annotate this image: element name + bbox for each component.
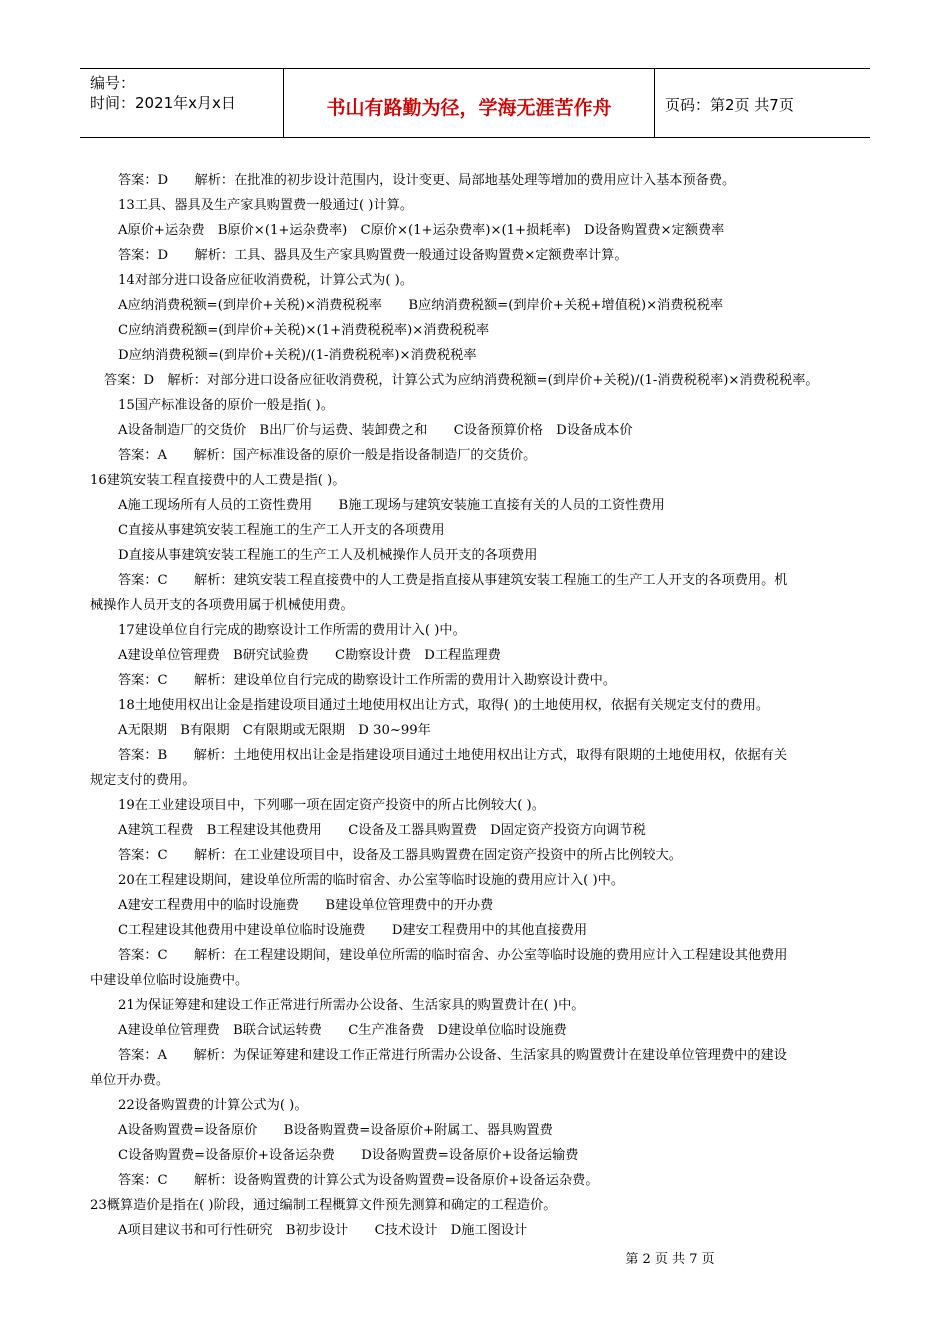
text-line: 16建筑安装工程直接费中的人工费是指( )。 [90,473,346,488]
text-line: 答案：A 解析：为保证筹建和建设工作正常进行所需办公设备、生活家具的购置费计在建设单位管理费中的建设 [118,1048,787,1063]
header-motto: 书山有路勤为径，学海无涯苦作舟 [326,97,612,119]
text-line: 答案：C 解析：在工业建设项目中，设备及工器具购置费在固定资产投资中的所占比例较大。 [118,848,682,863]
text-line: 答案：C 解析：在工程建设期间，建设单位所需的临时宿舍、办公室等临时设施的费用应计入工程建设其他费用 [118,948,788,963]
text-line: 答案：A 解析：国产标准设备的原价一般是指设备制造厂的交货价。 [118,448,537,463]
text-line: 答案：C 解析：建设单位自行完成的勘察设计工作所需的费用计入勘察设计费中。 [118,673,617,688]
text-line: D直接从事建筑安装工程施工的生产工人及机械操作人员开支的各项费用 [118,548,538,563]
text-line: A建安工程费用中的临时设施费 B建设单位管理费中的开办费 [118,898,494,913]
text-line: C应纳消费税额=(到岸价+关税)×(1+消费税税率)×消费税税率 [118,323,490,338]
text-line: 答案：D 解析：对部分进口设备应征收消费税，计算公式为应纳消费税额=(到岸价+关税)/(1-消费税税率)×消费税税率。 [104,373,819,388]
text-line: 15国产标准设备的原价一般是指( )。 [118,398,334,413]
text-line: A应纳消费税额=(到岸价+关税)×消费税税率 B应纳消费税额=(到岸价+关税+增值税)×消费税税率 [118,298,724,313]
text-line: 21为保证筹建和建设工作正常进行所需办公设备、生活家具的购置费计在( )中。 [118,998,585,1013]
text-line: A无限期 B有限期 C有限期或无限期 D 30~99年 [118,723,431,738]
header-meta-cell [80,69,284,137]
text-line: 18土地使用权出让金是指建设项目通过土地使用权出让方式，取得( )的土地使用权，依据有关规定支付的费用。 [118,698,770,713]
text-line: 答案：C 解析：建筑安装工程直接费中的人工费是指直接从事建筑安装工程施工的生产工人开支的各项费用。机 [118,573,788,588]
text-line: 22设备购置费的计算公式为( )。 [118,1098,308,1113]
text-line: 答案：B 解析：土地使用权出让金是指建设项目通过土地使用权出让方式，取得有限期的土地使用权，依据有关 [118,748,788,763]
text-line: 械操作人员开支的各项费用属于机械使用费。 [90,598,354,613]
text-line: 答案：D 解析：工具、器具及生产家具购置费一般通过设备购置费×定额费率计算。 [118,248,628,263]
text-line: 13工具、器具及生产家具购置费一般通过( )计算。 [118,198,414,213]
text-line: A施工现场所有人员的工资性费用 B施工现场与建筑安装施工直接有关的人员的工资性费用 [118,498,665,513]
text-line: A项目建议书和可行性研究 B初步设计 C技术设计 D施工图设计 [118,1223,528,1238]
text-line: 规定支付的费用。 [90,773,196,788]
text-line: 中建设单位临时设施费中。 [90,973,249,988]
text-line: 单位开办费。 [90,1073,170,1088]
text-line: 14对部分进口设备应征收消费税，计算公式为( )。 [118,273,414,288]
document-number-label: 编号： [90,74,136,92]
text-line: 19在工业建设项目中，下列哪一项在固定资产投资中的所占比例较大( )。 [118,798,545,813]
text-line: C直接从事建筑安装工程施工的生产工人开支的各项费用 [118,523,445,538]
text-line: 17建设单位自行完成的勘察设计工作所需的费用计入( )中。 [118,623,466,638]
text-line: 20在工程建设期间，建设单位所需的临时宿舍、办公室等临时设施的费用应计入( )中。 [118,873,625,888]
text-line: 答案：D 解析：在批准的初步设计范围内，设计变更、局部地基处理等增加的费用应计入基本预备费。 [118,173,736,188]
text-line: A设备制造厂的交货价 B出厂价与运费、装卸费之和 C设备预算价格 D设备成本价 [118,423,633,438]
text-line: A建筑工程费 B工程建设其他费用 C设备及工器具购置费 D固定资产投资方向调节税 [118,823,646,838]
document-time-label: 时间：2021年x月x日 [90,94,236,112]
text-line: 23概算造价是指在( )阶段，通过编制工程概算文件预先测算和确定的工程造价。 [90,1198,557,1213]
text-line: D应纳消费税额=(到岸价+关税)/(1-消费税税率)×消费税税率 [118,348,477,363]
header-page-number: 页码：第2页 共7页 [665,96,794,114]
page-footer: 第 2 页 共 7 页 [625,1252,715,1267]
header-motto-cell [284,69,655,137]
text-line: A设备购置费=设备原价 B设备购置费=设备原价+附属工、器具购置费 [118,1123,553,1138]
text-line: C工程建设其他费用中建设单位临时设施费 D建安工程费用中的其他直接费用 [118,923,588,938]
document-body [90,168,870,1243]
header-page-cell [655,69,870,137]
page-header [80,68,870,138]
text-line: A原价+运杂费 B原价×(1+运杂费率) C原价×(1+运杂费率)×(1+损耗率) D设备购置费×定额费率 [118,223,725,238]
text-line: A建设单位管理费 B联合试运转费 C生产准备费 D建设单位临时设施费 [118,1023,567,1038]
text-line: C设备购置费=设备原价+设备运杂费 D设备购置费=设备原价+设备运输费 [118,1148,579,1163]
text-line: A建设单位管理费 B研究试验费 C勘察设计费 D工程监理费 [118,648,501,663]
text-line: 答案：C 解析：设备购置费的计算公式为设备购置费=设备原价+设备运杂费。 [118,1173,599,1188]
